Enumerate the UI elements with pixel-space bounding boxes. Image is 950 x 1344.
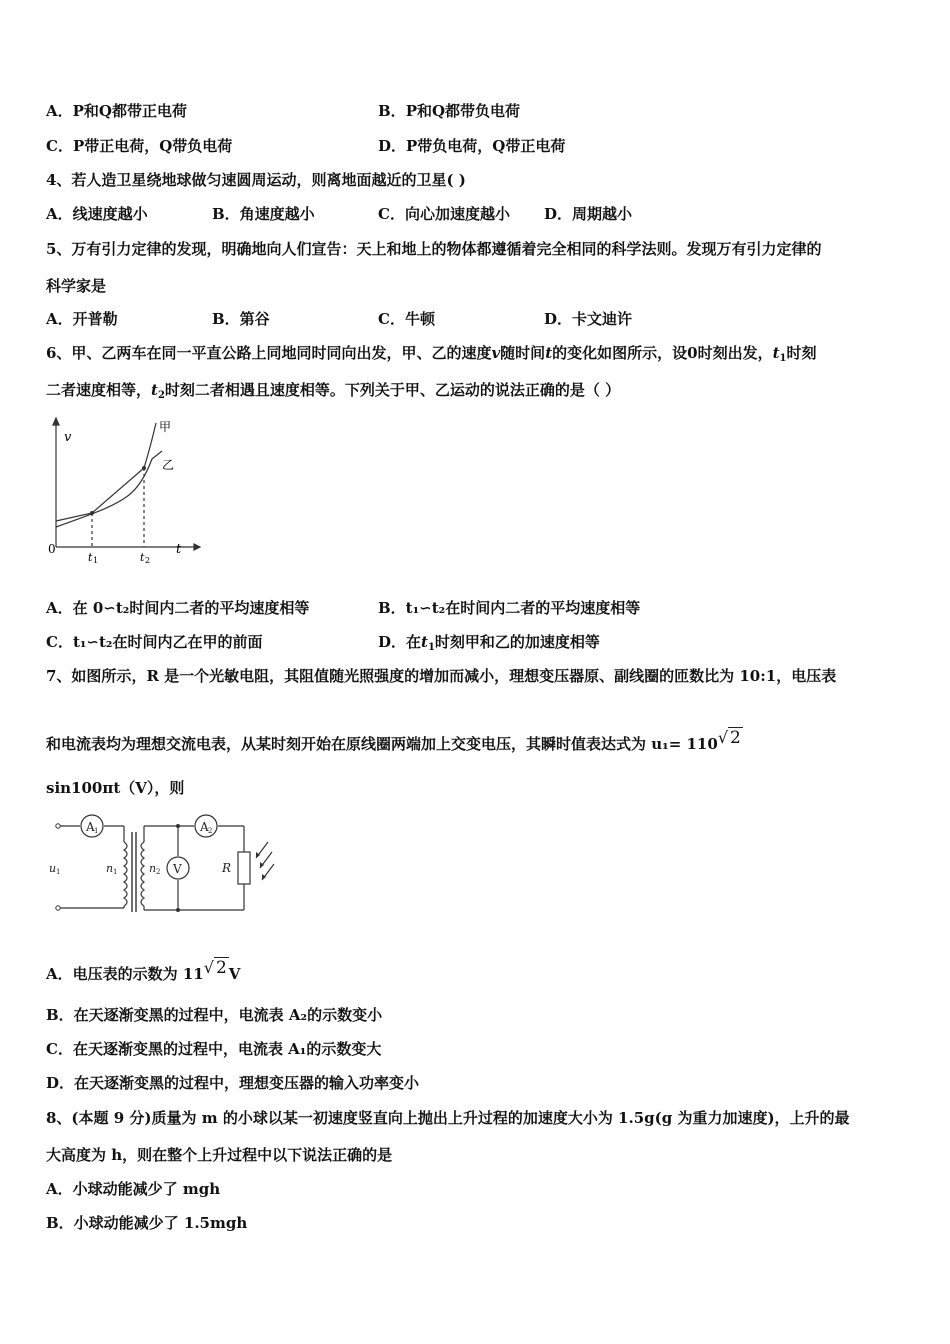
resistor-R [238,852,250,884]
q8-stem-line2: 大高度为 h，则在整个上升过程中以下说法正确的是 [46,1146,393,1164]
a1-sub: 1 [94,827,99,835]
v-label: V [173,862,182,876]
q5-option-c: C．牛顿 [378,310,435,328]
line-jia-upper [144,423,156,468]
q6-text: 随时间 [500,344,546,362]
a1-label: A [86,820,95,834]
option-text: P和Q都带负电荷 [405,102,521,120]
q6-text: 6、甲、乙两车在同一平直公路上同地同时同向出发，甲、乙的速度 [46,344,492,362]
graph-origin: 0 [48,542,56,556]
sqrt-arg: 2 [215,958,227,978]
q5-option-d: D．卡文迪许 [544,310,633,328]
graph-t1-label: t [88,551,93,564]
q6-var-t2: t [151,381,158,399]
option-label: C． [46,137,73,155]
q6-text: 二者速度相等， [46,381,152,399]
r-label: R [222,861,232,875]
q6-text: 时刻出发， [697,344,773,362]
terminal-bottom [56,906,60,910]
q4-option-a: A．线速度越小 [46,205,148,223]
sqrt-arg: 2 [730,728,741,748]
q6-sub: 2 [157,390,165,401]
q6-var-v: v [491,344,501,362]
graph-v-label: v [64,430,72,445]
q5-option-b: B．第谷 [212,310,270,328]
q8-option-a: A．小球动能减少了 mgh [46,1180,221,1198]
q7-a-unit: V [228,965,241,983]
sqrt-symbol: √ 2 [717,728,741,748]
option-text: P和Q都带正电荷 [72,102,187,120]
t-axis-arrow [194,544,200,550]
secondary-coil [141,842,144,906]
u1-label: u [49,862,57,875]
point-t2 [142,466,146,470]
q5-stem-line1: 5、万有引力定律的发现，明确地向人们宣告：天上和地上的物体都遵循着完全相同的科学法则。发现万有引力定律的 [46,240,822,258]
q7-option-a [46,958,240,984]
n2-sub: 2 [156,868,161,876]
q7-a-text: A．电压表的示数为 11 [46,965,204,983]
q5-stem-line2: 科学家是 [46,277,107,295]
graph-t2-label: t [140,551,145,564]
q4-stem: 4、若人造卫星绕地球做匀速圆周运动，则离地面越近的卫星( ) [46,171,466,189]
q4-option-d: D．周期越小 [544,205,633,223]
q6-velocity-time-graph [44,415,204,565]
graph-t2-sub: 2 [145,556,151,565]
u1-sub: 1 [56,868,61,876]
q6-option-c: C．t₁∽t₂在时间内乙在甲的前面 [46,633,263,651]
q8-option-b: B．小球动能减少了 1.5mgh [46,1214,248,1232]
q4-option-c: C．向心加速度越小 [378,205,510,223]
q6-d-text: 时刻甲和乙的加速度相等 [434,633,600,651]
q6-text: 时刻 [786,344,817,362]
n2-label: n [149,862,157,875]
point-t1 [90,511,94,515]
q6-sub: 1 [779,353,787,364]
option-label: D． [378,137,407,155]
q3-option-c [46,136,232,156]
q6-zero: 0 [687,344,698,362]
option-label: B． [378,102,406,120]
q4-option-b: B．角速度越小 [212,205,315,223]
q7-text: 和电流表均为理想交流电表，从某时刻开始在原线圈两端加上交变电压，其瞬时值表达式为 u₁= 110 [46,735,718,753]
sqrt-symbol: √ 2 [203,958,227,978]
q6-d-var: t [421,633,428,651]
a2-label: A [200,820,209,834]
q6-var-t: t [545,344,553,362]
q7-stem-line2 [46,728,743,754]
q5-option-a: A．开普勒 [46,310,118,328]
q3-option-d [378,136,565,156]
q3-option-a [46,101,187,121]
option-text: P带正电荷，Q带负电荷 [72,137,233,155]
q7-circuit-diagram [44,812,279,920]
graph-jia-label: 甲 [159,420,172,434]
q6-stem-line1 [46,343,817,369]
option-text: P带负电荷，Q带正电荷 [406,137,566,155]
n1-label: n [106,862,114,875]
primary-coil [124,842,127,906]
v-axis-arrow [53,418,59,425]
q6-option-b: B．t₁∽t₂在时间内二者的平均速度相等 [378,599,641,617]
q7-option-d: D．在天逐渐变黑的过程中，理想变压器的输入功率变小 [46,1074,420,1092]
line-jia-lower [56,468,144,521]
graph-t-label: t [176,542,182,557]
a2-sub: 2 [208,827,213,835]
graph-t1-sub: 1 [93,556,99,565]
q6-var-t1: t [772,344,780,362]
q7-stem-line3: sin100πt（V），则 [46,779,185,797]
q6-option-d [378,632,600,658]
q6-d-sub: 1 [427,642,435,653]
option-label: A． [46,102,73,120]
q7-option-b: B．在天逐渐变黑的过程中，电流表 A₂的示数变小 [46,1006,383,1024]
q6-d-text: D．在 [378,633,422,651]
q7-stem-line1: 7、如图所示，R 是一个光敏电阻，其阻值随光照强度的增加而减小，理想变压器原、副线圈的匝数比为 10:1，电压表 [46,667,837,685]
q6-text: 的变化如图所示，设 [552,344,688,362]
q6-option-a: A．在 0∽t₂时间内二者的平均速度相等 [46,599,310,617]
q6-stem-line2 [46,380,620,406]
terminal-top [56,824,60,828]
q7-option-c: C．在天逐渐变黑的过程中，电流表 A₁的示数变大 [46,1040,382,1058]
n1-sub: 1 [113,868,118,876]
q8-stem-line1: 8、(本题 9 分)质量为 m 的小球以某一初速度竖直向上抛出上升过程的加速度大小为 1.5g(g 为重力加速度)，上升的最 [46,1109,850,1127]
graph-yi-label: 乙 [162,458,175,472]
q6-text: 时刻二者相遇且速度相等。下列关于甲、乙运动的说法正确的是（ ） [164,381,621,399]
q3-option-b [378,101,520,121]
